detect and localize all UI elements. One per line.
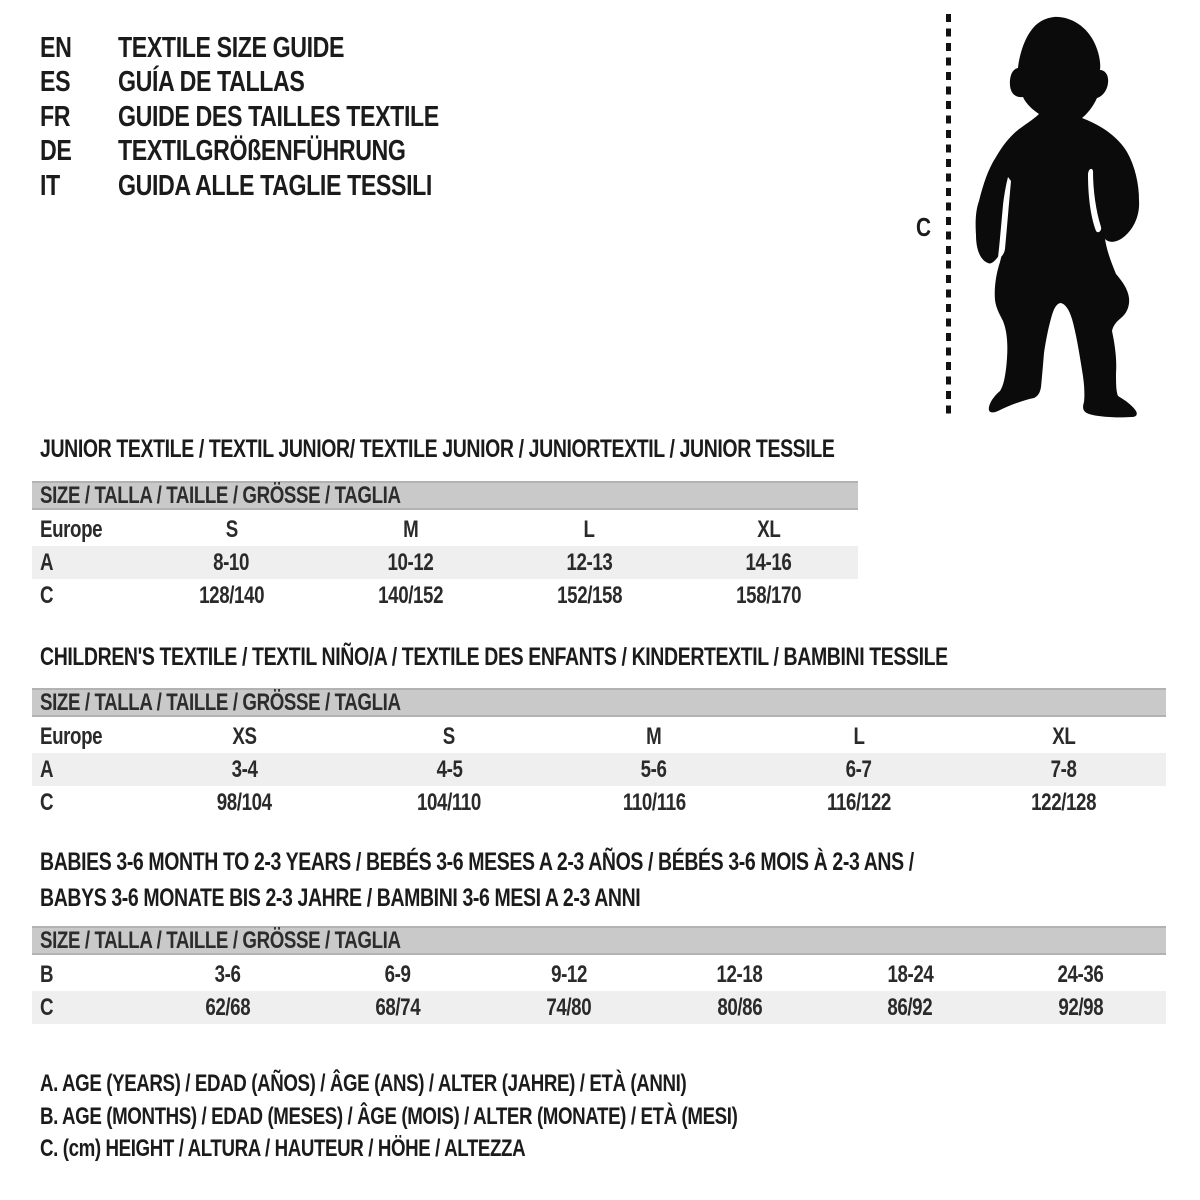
value-cell: 9-12 xyxy=(550,960,587,988)
row-label-cell: Europe xyxy=(40,515,103,543)
babies-table xyxy=(32,958,1166,1024)
value-cell: S xyxy=(225,515,238,543)
section-title-junior: JUNIOR TEXTILE / TEXTIL JUNIOR/ TEXTILE JUNIOR / JUNIORTEXTIL / JUNIOR TESSILE xyxy=(40,435,835,463)
size-header-bar: SIZE / TALLA / TAILLE / GRÖSSE / TAGLIA xyxy=(32,926,1166,955)
toddler-silhouette xyxy=(966,13,1141,418)
value-cell: 98/104 xyxy=(216,788,272,816)
value-cell: L xyxy=(853,722,865,750)
value-cell: XL xyxy=(756,515,781,543)
value-cell: 14-16 xyxy=(745,548,792,576)
row-label-cell: C xyxy=(40,581,54,609)
language-code: ES xyxy=(40,66,71,99)
height-measure-figure xyxy=(0,0,1200,430)
table-row xyxy=(32,513,858,546)
guide-title-fr: GUIDE DES TAILLES TEXTILE xyxy=(118,100,439,133)
legend xyxy=(40,1068,934,1166)
value-cell: 104/110 xyxy=(417,788,482,816)
row-label-cell: Europe xyxy=(40,722,103,750)
table-row xyxy=(32,753,1166,786)
value-cell: 110/116 xyxy=(622,788,686,816)
legend-line-age-months: B. AGE (MONTHS) / EDAD (MESES) / ÂGE (MOIS) / ALTER (MONATE) / ETÀ (MESI) xyxy=(40,1102,738,1130)
value-cell: XL xyxy=(1052,722,1076,750)
value-cell: 12-18 xyxy=(716,960,763,988)
value-cell: 122/128 xyxy=(1031,788,1097,816)
babies-size-table xyxy=(32,926,1166,1024)
guide-title-de: TEXTILGRÖßENFÜHRUNG xyxy=(118,135,406,168)
table-row xyxy=(32,786,1166,819)
value-cell: L xyxy=(583,515,596,543)
height-measure-label: C xyxy=(916,212,931,242)
language-code: EN xyxy=(40,31,72,64)
row-label-cell: A xyxy=(40,755,54,783)
language-code: DE xyxy=(40,135,72,168)
table-row xyxy=(32,579,858,612)
value-cell: 92/98 xyxy=(1058,993,1104,1021)
value-cell: XS xyxy=(232,722,257,750)
row-label-cell: A xyxy=(40,548,54,576)
junior-size-table xyxy=(32,481,858,612)
value-cell: 6-9 xyxy=(385,960,411,988)
value-cell: 68/74 xyxy=(375,993,421,1021)
table-row xyxy=(32,546,858,579)
value-cell: 3-6 xyxy=(214,960,241,988)
value-cell: M xyxy=(646,722,662,750)
guide-title-it: GUIDA ALLE TAGLIE TESSILI xyxy=(118,169,432,202)
row-label-cell: B xyxy=(40,960,54,988)
legend-line-age-years: A. AGE (YEARS) / EDAD (AÑOS) / ÂGE (ANS) / ALTER (JAHRE) / ETÀ (ANNI) xyxy=(40,1070,687,1098)
value-cell: 10-12 xyxy=(387,548,434,576)
size-header-bar: SIZE / TALLA / TAILLE / GRÖSSE / TAGLIA xyxy=(32,481,858,510)
value-cell: 140/152 xyxy=(378,581,443,609)
value-cell: 86/92 xyxy=(887,993,933,1021)
row-label-cell: C xyxy=(40,788,54,816)
language-code: IT xyxy=(40,169,60,202)
value-cell: 116/122 xyxy=(826,788,891,816)
guide-title-es: GUÍA DE TALLAS xyxy=(118,66,305,99)
value-cell: 18-24 xyxy=(886,960,933,988)
children-table xyxy=(32,720,1166,819)
value-cell: 80/86 xyxy=(716,993,762,1021)
value-cell: 158/170 xyxy=(736,581,801,609)
table-row xyxy=(32,720,1166,753)
value-cell: 6-7 xyxy=(845,755,872,783)
row-label-cell: C xyxy=(40,993,54,1021)
size-header-bar: SIZE / TALLA / TAILLE / GRÖSSE / TAGLIA xyxy=(32,688,1166,717)
legend-line-height-cm: C. (cm) HEIGHT / ALTURA / HAUTEUR / HÖHE / ALTEZZA xyxy=(40,1135,526,1163)
language-code: FR xyxy=(40,100,71,133)
value-cell: 3-4 xyxy=(231,755,258,783)
table-row xyxy=(32,991,1166,1024)
value-cell: 128/140 xyxy=(199,581,264,609)
value-cell: M xyxy=(402,515,419,543)
value-cell: 152/158 xyxy=(557,581,622,609)
value-cell: 4-5 xyxy=(436,755,463,783)
guide-title-en: TEXTILE SIZE GUIDE xyxy=(118,31,345,64)
value-cell: 74/80 xyxy=(546,993,592,1021)
section-title-babies: BABIES 3-6 MONTH TO 2-3 YEARS / BEBÉS 3-6 MESES A 2-3 AÑOS / BÉBÉS 3-6 MOIS À 2-3 ANS / BABYS 3-6 MONATE BIS 2-3 JAHRE / BAMBINI 3-6 MESI A 2-3 ANNI xyxy=(40,848,914,912)
value-cell: 24-36 xyxy=(1057,960,1104,988)
section-title-children: CHILDREN'S TEXTILE / TEXTIL NIÑO/A / TEXTILE DES ENFANTS / KINDERTEXTIL / BAMBINI TESSILE xyxy=(40,643,948,671)
children-size-table xyxy=(32,688,1166,819)
value-cell: 7-8 xyxy=(1050,755,1077,783)
table-row xyxy=(32,958,1166,991)
height-dashed-line xyxy=(945,12,952,416)
value-cell: 12-13 xyxy=(566,548,613,576)
value-cell: S xyxy=(443,722,456,750)
value-cell: 8-10 xyxy=(213,548,250,576)
value-cell: 5-6 xyxy=(641,755,667,783)
value-cell: 62/68 xyxy=(204,993,250,1021)
junior-table xyxy=(32,513,858,612)
